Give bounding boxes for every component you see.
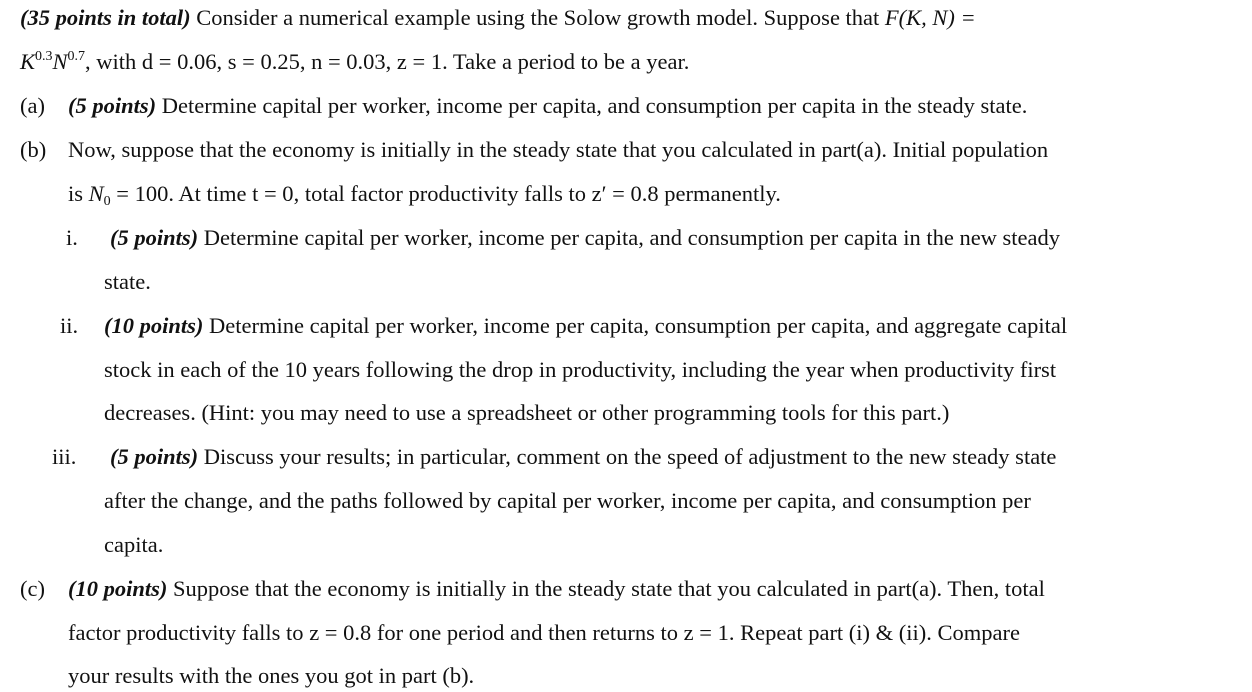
capital-exponent: 0.3 [35,49,53,64]
z-return-equation: z = 1 [683,620,729,645]
part-b-text-c: , total factor productivity falls to [293,181,592,206]
param-s: s = 0.25, [227,49,312,74]
z-prime-equation: z′ = 0.8 [591,181,659,206]
sub-ii-line-1 [104,311,1067,341]
sub-i-line-1 [110,223,1060,253]
sub-iii-label: iii. [52,444,77,469]
part-b-text-b: = 100. At time [110,181,253,206]
part-c-label: (c) [20,576,45,601]
param-n: n = 0.03, [311,49,397,74]
part-b-text-a: is [68,181,89,206]
part-b-text-d: permanently. [658,181,781,206]
part-c-text-2c: . Repeat part (i) & (ii). Compare [728,620,1021,645]
param-z: z = 1. [396,49,448,74]
sub-i-line-2: state. [104,269,151,294]
param-d: d = 0.06, [141,49,228,74]
part-a-line [68,91,1027,121]
intro-text-1: Consider a numerical example using the Solow growth model. Suppose that [190,5,885,30]
part-a-text: Determine capital per worker, income per capita, and consumption per capita in the steady state. [156,93,1028,118]
labor-symbol: N [52,49,68,74]
labor-exponent: 0.7 [67,49,86,64]
sub-i-points: (5 points) [110,225,199,250]
sub-iii-line-3: capita. [104,532,164,557]
initial-population-symbol: N [88,181,104,206]
capital-symbol: K [20,49,36,74]
sub-i-label: i. [66,225,78,250]
sub-iii-points: (5 points) [110,444,199,469]
intro-line-2 [20,47,689,77]
z-drop-equation: z = 0.8 [309,620,372,645]
sub-ii-line-3: decreases. (Hint: you may need to use a spreadsheet or other programming tools for this part.) [104,400,950,425]
intro-text-3: Take a period to be a year. [447,49,690,74]
time-equation: t = 0 [252,181,294,206]
sub-iii-text-1: Discuss your results; in particular, comment on the speed of adjustment to the new steady state [198,444,1057,469]
part-c-text-2a: factor productivity falls to [68,620,310,645]
part-b-line-1: Now, suppose that the economy is initially in the steady state that you calculated in part(a). Initial population [68,137,1049,162]
intro-line-1 [20,3,976,33]
part-b-label: (b) [20,137,47,162]
sub-ii-points: (10 points) [104,313,204,338]
sub-i-text-1: Determine capital per worker, income per capita, and consumption per capita in the new steady [198,225,1061,250]
sub-ii-label: ii. [60,313,79,338]
sub-ii-text-1: Determine capital per worker, income per capita, consumption per capita, and aggregate capital [203,313,1068,338]
part-c-text-1: Suppose that the economy is initially in the steady state that you calculated in part(a). Then, total [167,576,1045,601]
part-c-text-2b: for one period and then returns to [371,620,684,645]
part-c-line-1 [68,574,1045,604]
part-c-points: (10 points) [68,576,168,601]
initial-population-subscript: 0 [103,194,111,209]
production-function-lhs: F(K, N) = [884,5,976,30]
part-a-points: (5 points) [68,93,157,118]
part-b-line-2 [68,179,781,209]
sub-iii-line-1 [110,442,1056,472]
part-a-label: (a) [20,93,45,118]
sub-iii-line-2: after the change, and the paths followed by capital per worker, income per capita, and consumption per [104,488,1031,513]
intro-points: (35 points in total) [20,5,191,30]
part-c-line-2 [68,618,1020,648]
intro-text-2: , with [85,49,142,74]
part-c-line-3: your results with the ones you got in part (b). [68,663,475,688]
sub-ii-line-2: stock in each of the 10 years following the drop in productivity, including the year when productivity first [104,357,1057,382]
